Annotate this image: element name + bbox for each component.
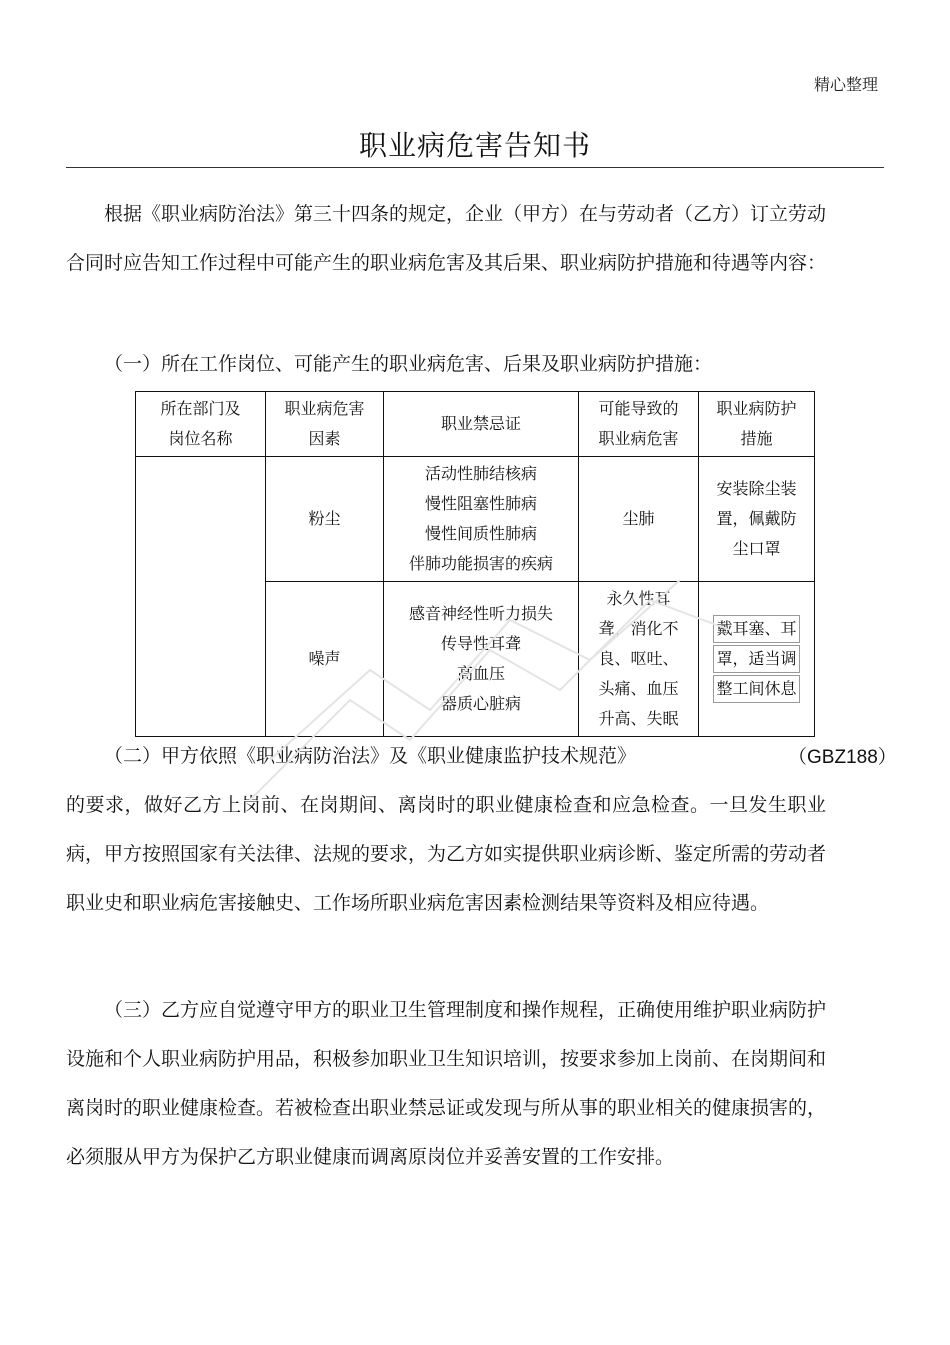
header-text-line: 职业病危害 — [284, 399, 365, 418]
protect-item: 安装除尘装 — [716, 479, 797, 498]
contra-item: 活动性肺结核病 — [424, 464, 537, 483]
harm-item: 头痛、血压 — [598, 679, 679, 698]
contra-item: 伴肺功能损害的疾病 — [408, 554, 553, 573]
contra-item: 慢性间质性肺病 — [424, 524, 537, 543]
contra-item: 器质心脏病 — [440, 694, 521, 713]
section1-heading: （一）所在工作岗位、可能产生的职业病危害、后果及职业病防护措施： — [104, 353, 713, 375]
harm-item: 聋，消化不 — [598, 619, 679, 638]
header-harm — [579, 392, 699, 457]
header-contra — [384, 392, 579, 457]
factor-cell: 噪声 — [266, 582, 384, 737]
harm-item: 升高、失眠 — [598, 709, 679, 728]
harm-item: 尘肺 — [622, 509, 655, 528]
header-note: 精心整理 — [813, 75, 878, 94]
contra-cell — [384, 582, 579, 737]
header-text-line: 措施 — [740, 429, 773, 448]
protect-item — [703, 644, 810, 674]
protect-item: 尘口罩 — [732, 539, 781, 558]
standard-code: （GBZ188） — [788, 747, 897, 768]
header-protect — [699, 392, 815, 457]
protect-cell — [699, 582, 815, 737]
protect-item — [703, 614, 810, 644]
dept-cell — [136, 457, 266, 737]
header-text-line: 所在部门及 — [160, 399, 241, 418]
header-text-line: 因素 — [308, 429, 341, 448]
header-text-line: 岗位名称 — [168, 429, 233, 448]
hazard-table — [135, 391, 815, 737]
protect-item-box: 戴耳塞、耳 — [713, 615, 799, 643]
document-title: 职业病危害告知书 — [358, 129, 591, 162]
contra-item: 感音神经性听力损失 — [408, 604, 553, 623]
protect-item-box: 罩，适当调 — [713, 645, 799, 673]
contra-cell — [384, 457, 579, 582]
harm-cell — [579, 457, 699, 582]
section2-lead: （二）甲方依照《职业病防治法》及《职业健康监护技术规范》 — [104, 745, 637, 767]
header-factor — [266, 392, 384, 457]
harm-cell — [579, 582, 699, 737]
table-row — [136, 457, 815, 582]
harm-item: 良、呕吐、 — [598, 649, 679, 668]
section2-paragraph — [66, 732, 826, 928]
contra-item: 高血压 — [456, 664, 505, 683]
contra-item: 传导性耳聋 — [440, 634, 521, 653]
title-divider — [66, 167, 884, 168]
protect-item: 置，佩戴防 — [716, 509, 797, 528]
intro-paragraph: 根据《职业病防治法》第三十四条的规定，企业（甲方）在与劳动者（乙方）订立劳动合同时应告知工作过程中可能产生的职业病危害及其后果、职业病防护措施和待遇等内容： — [66, 203, 827, 274]
section2-body: 的要求，做好乙方上岗前、在岗期间、离岗时的职业健康检查和应急检查。一旦发生职业病，甲方按照国家有关法律、法规的要求，为乙方如实提供职业病诊断、鉴定所需的劳动者职业史和职业病危害接触史、工作场所职业病危害因素检测结果等资料及相应待遇。 — [66, 794, 827, 914]
contra-item: 慢性阻塞性肺病 — [424, 494, 537, 513]
section3-paragraph: （三）乙方应自觉遵守甲方的职业卫生管理制度和操作规程，正确使用维护职业病防护设施和个人职业病防护用品，积极参加职业卫生知识培训，按要求参加上岗前、在岗期间和离岗时的职业健康检查。若被检查出职业禁忌证或发现与所从事的职业相关的健康损害的，必须服从甲方为保护乙方职业健康而调离原岗位并妥善安置的工作安排。 — [66, 999, 827, 1168]
header-text-line: 职业病防护 — [716, 399, 797, 418]
header-text-line: 职业病危害 — [598, 429, 679, 448]
harm-item: 永久性耳 — [606, 589, 671, 608]
header-text-line: 可能导致的 — [598, 399, 679, 418]
header-dept — [136, 392, 266, 457]
table-header-row — [136, 392, 815, 457]
protect-cell — [699, 457, 815, 582]
protect-item — [703, 674, 810, 704]
header-text-line: 职业禁忌证 — [440, 414, 521, 433]
factor-cell: 粉尘 — [266, 457, 384, 582]
protect-item-box: 整工间休息 — [713, 675, 799, 703]
